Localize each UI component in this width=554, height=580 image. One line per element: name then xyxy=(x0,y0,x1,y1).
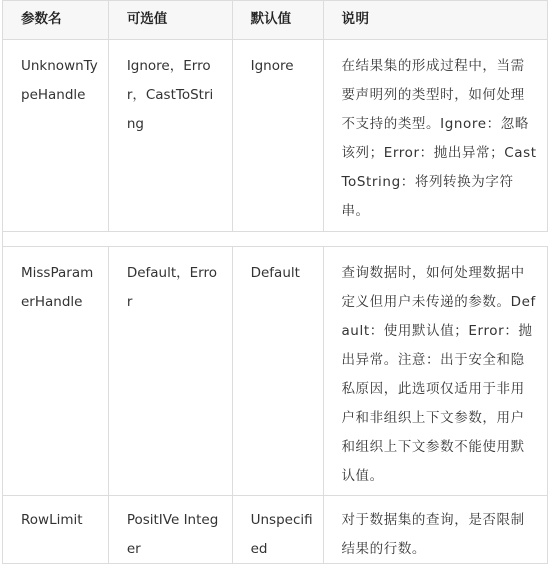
description-cell: 在结果集的形成过程中，当需要声明列的类型时，如何处理不支持的类型。Ignore：忽略该列；Error：抛出异常；CastToString：将列转换为字符串。 xyxy=(324,40,548,231)
row-separator xyxy=(2,231,548,246)
table-row xyxy=(2,495,548,564)
description-cell: 对于数据集的查询，是否限制结果的行数。 xyxy=(324,496,548,563)
header-description: 说明 xyxy=(324,1,548,39)
param-name-cell: RowLimit xyxy=(3,496,109,563)
table-header-row xyxy=(2,0,548,39)
param-name-cell: UnknownTypeHandle xyxy=(3,40,109,231)
options-cell: Ignore，Error，CastToString xyxy=(109,40,233,231)
default-cell: Unspecified xyxy=(233,496,325,563)
default-cell: Ignore xyxy=(233,40,325,231)
header-param-name: 参数名 xyxy=(3,1,109,39)
param-name-cell: MissParamerHandle xyxy=(3,247,109,495)
options-cell: PositIVe Integer xyxy=(109,496,233,563)
header-default: 默认值 xyxy=(233,1,325,39)
options-cell: Default，Error xyxy=(109,247,233,495)
table-row xyxy=(2,246,548,495)
table-row xyxy=(2,39,548,231)
description-cell: 查询数据时，如何处理数据中定义但用户未传递的参数。Default：使用默认值；Error：抛出异常。注意：出于安全和隐私原因，此选项仅适用于非用户和非组织上下文参数，用户和组织上下文参数不能使用默认值。 xyxy=(324,247,548,495)
parameter-table xyxy=(2,0,548,564)
default-cell: Default xyxy=(233,247,325,495)
header-options: 可选值 xyxy=(109,1,233,39)
